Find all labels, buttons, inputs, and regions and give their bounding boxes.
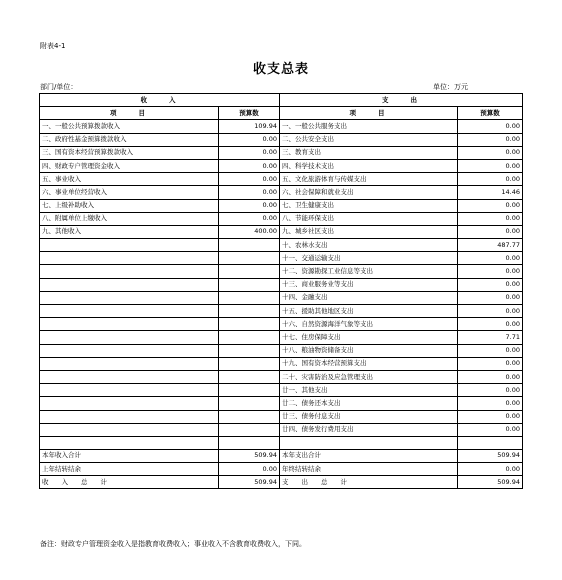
table-row [40, 212, 523, 225]
table-row [40, 410, 523, 423]
table-row [40, 305, 523, 318]
income-item-header: 项 目 [40, 107, 219, 120]
expense-value-cell: 0.00 [458, 291, 523, 304]
expense-item-cell: 十四、金融支出 [280, 291, 458, 304]
income-value-cell [219, 252, 280, 265]
expense-budget-header: 预算数 [458, 107, 523, 120]
expense-value-cell: 0.00 [458, 159, 523, 172]
income-item-cell: 二、政府性基金预算拨款收入 [40, 133, 219, 146]
expense-value-cell: 0.00 [458, 357, 523, 370]
column-header-row [40, 107, 523, 120]
expense-value-cell: 0.00 [458, 173, 523, 186]
grand-total-row [40, 476, 523, 489]
table-row [40, 225, 523, 238]
table-row [40, 331, 523, 344]
income-value-cell [219, 397, 280, 410]
table-row [40, 239, 523, 252]
expense-value-cell: 0.00 [458, 225, 523, 238]
expense-item-cell: 廿三、债务付息支出 [280, 410, 458, 423]
department-label: 部门/单位： [40, 83, 78, 91]
table-row [40, 199, 523, 212]
income-item-cell: 一、一般公共预算拨款收入 [40, 120, 219, 133]
blank-cell [458, 436, 523, 449]
table-row [40, 423, 523, 436]
table-row [40, 146, 523, 159]
table-row [40, 173, 523, 186]
income-item-cell: 九、其他收入 [40, 225, 219, 238]
income-value-cell: 400.00 [219, 225, 280, 238]
expense-value-cell: 0.00 [458, 146, 523, 159]
expense-value-cell: 487.77 [458, 239, 523, 252]
attachment-label: 附表4-1 [40, 42, 66, 50]
expense-item-cell: 六、社会保障和就业支出 [280, 186, 458, 199]
expense-value-cell: 0.00 [458, 278, 523, 291]
blank-row [40, 436, 523, 449]
expense-value-cell: 0.00 [458, 199, 523, 212]
expense-header: 支 出 [280, 94, 523, 107]
expense-value-cell: 0.00 [458, 305, 523, 318]
total-label-cell: 本年收入合计 [40, 449, 219, 462]
table-row [40, 397, 523, 410]
year-total-row [40, 449, 523, 462]
blank-cell [280, 436, 458, 449]
expense-value-cell: 0.00 [458, 252, 523, 265]
income-value-cell [219, 265, 280, 278]
total-value-cell: 509.94 [219, 476, 280, 489]
income-item-cell: 五、事业收入 [40, 173, 219, 186]
income-item-cell [40, 397, 219, 410]
expense-item-cell: 四、科学技术支出 [280, 159, 458, 172]
expense-item-cell: 五、文化旅游体育与传媒支出 [280, 173, 458, 186]
table-row [40, 291, 523, 304]
page-title: 收支总表 [252, 62, 309, 77]
income-value-cell: 0.00 [219, 133, 280, 146]
table-row [40, 159, 523, 172]
table-row [40, 186, 523, 199]
income-item-cell [40, 291, 219, 304]
total-value-cell: 0.00 [458, 463, 523, 476]
income-value-cell: 0.00 [219, 186, 280, 199]
income-item-cell [40, 344, 219, 357]
income-value-cell [219, 278, 280, 291]
footnote: 备注：财政专户管理资金收入是指教育收费收入；事业收入不含教育收费收入，下同。 [40, 540, 306, 548]
income-item-cell: 八、附属单位上缴收入 [40, 212, 219, 225]
expense-item-cell: 十六、自然资源海洋气象等支出 [280, 318, 458, 331]
total-label-cell: 上年结转结余 [40, 463, 219, 476]
expense-value-cell: 0.00 [458, 265, 523, 278]
expense-item-cell: 九、城乡社区支出 [280, 225, 458, 238]
table-row [40, 370, 523, 383]
income-value-cell: 0.00 [219, 159, 280, 172]
income-item-cell [40, 252, 219, 265]
expense-value-cell: 0.00 [458, 370, 523, 383]
income-item-cell [40, 423, 219, 436]
income-item-cell [40, 384, 219, 397]
total-value-cell: 509.94 [458, 476, 523, 489]
income-value-cell: 0.00 [219, 212, 280, 225]
expense-item-cell: 三、教育支出 [280, 146, 458, 159]
income-item-cell [40, 410, 219, 423]
expense-item-cell: 十一、交通运输支出 [280, 252, 458, 265]
income-value-cell: 0.00 [219, 199, 280, 212]
expense-item-cell: 十九、国有资本经营预算支出 [280, 357, 458, 370]
income-value-cell [219, 370, 280, 383]
table-row [40, 384, 523, 397]
expense-item-cell: 十三、商业服务业等支出 [280, 278, 458, 291]
expense-item-cell: 十八、粮油物资储备支出 [280, 344, 458, 357]
total-label-cell: 本年支出合计 [280, 449, 458, 462]
income-item-cell [40, 239, 219, 252]
expense-item-cell: 十、农林水支出 [280, 239, 458, 252]
expense-value-cell: 0.00 [458, 410, 523, 423]
income-value-cell [219, 331, 280, 344]
total-label-cell: 支 出 总 计 [280, 476, 458, 489]
table-row [40, 357, 523, 370]
expense-item-cell: 十五、援助其他地区支出 [280, 305, 458, 318]
income-value-cell: 0.00 [219, 146, 280, 159]
table-row [40, 265, 523, 278]
income-item-cell: 四、财政专户管理资金收入 [40, 159, 219, 172]
income-item-cell [40, 305, 219, 318]
expense-value-cell: 0.00 [458, 397, 523, 410]
expense-item-cell: 七、卫生健康支出 [280, 199, 458, 212]
expense-value-cell: 0.00 [458, 384, 523, 397]
income-value-cell [219, 384, 280, 397]
income-header: 收 入 [40, 94, 280, 107]
total-value-cell: 0.00 [219, 463, 280, 476]
income-value-cell [219, 239, 280, 252]
income-item-cell [40, 331, 219, 344]
table-row [40, 318, 523, 331]
income-value-cell [219, 410, 280, 423]
table-row [40, 344, 523, 357]
expense-item-cell: 二十、灾害防治及应急管理支出 [280, 370, 458, 383]
income-item-cell: 七、上级补助收入 [40, 199, 219, 212]
expense-item-cell: 廿四、债务发行费用支出 [280, 423, 458, 436]
budget-table [39, 93, 523, 489]
total-label-cell: 收 入 总 计 [40, 476, 219, 489]
expense-value-cell: 0.00 [458, 212, 523, 225]
expense-value-cell: 7.71 [458, 331, 523, 344]
income-value-cell [219, 291, 280, 304]
income-item-cell [40, 278, 219, 291]
income-value-cell: 0.00 [219, 173, 280, 186]
expense-value-cell: 14.46 [458, 186, 523, 199]
income-item-cell [40, 370, 219, 383]
income-value-cell [219, 318, 280, 331]
expense-value-cell: 0.00 [458, 120, 523, 133]
section-header-row [40, 94, 523, 107]
income-value-cell [219, 305, 280, 318]
expense-value-cell: 0.00 [458, 133, 523, 146]
table-row [40, 120, 523, 133]
income-item-cell [40, 318, 219, 331]
expense-item-cell: 廿一、其他支出 [280, 384, 458, 397]
blank-cell [219, 436, 280, 449]
income-value-cell: 109.94 [219, 120, 280, 133]
expense-item-cell: 十七、住房保障支出 [280, 331, 458, 344]
total-value-cell: 509.94 [219, 449, 280, 462]
expense-item-cell: 一、一般公共服务支出 [280, 120, 458, 133]
income-value-cell [219, 357, 280, 370]
income-item-cell [40, 265, 219, 278]
blank-cell [40, 436, 219, 449]
carryover-row [40, 463, 523, 476]
income-item-cell [40, 357, 219, 370]
expense-item-header: 项 目 [280, 107, 458, 120]
expense-value-cell: 0.00 [458, 344, 523, 357]
expense-item-cell: 廿二、债务还本支出 [280, 397, 458, 410]
income-item-cell: 三、国有资本经营预算拨款收入 [40, 146, 219, 159]
expense-value-cell: 0.00 [458, 423, 523, 436]
income-item-cell: 六、事业单位经营收入 [40, 186, 219, 199]
table-row [40, 252, 523, 265]
expense-item-cell: 二、公共安全支出 [280, 133, 458, 146]
expense-value-cell: 0.00 [458, 318, 523, 331]
total-value-cell: 509.94 [458, 449, 523, 462]
table-row [40, 133, 523, 146]
total-label-cell: 年终结转结余 [280, 463, 458, 476]
unit-label: 单位：万元 [433, 83, 468, 91]
income-value-cell [219, 344, 280, 357]
income-budget-header: 预算数 [219, 107, 280, 120]
table-row [40, 278, 523, 291]
expense-item-cell: 十二、资源勘探工业信息等支出 [280, 265, 458, 278]
income-value-cell [219, 423, 280, 436]
expense-item-cell: 八、节能环保支出 [280, 212, 458, 225]
